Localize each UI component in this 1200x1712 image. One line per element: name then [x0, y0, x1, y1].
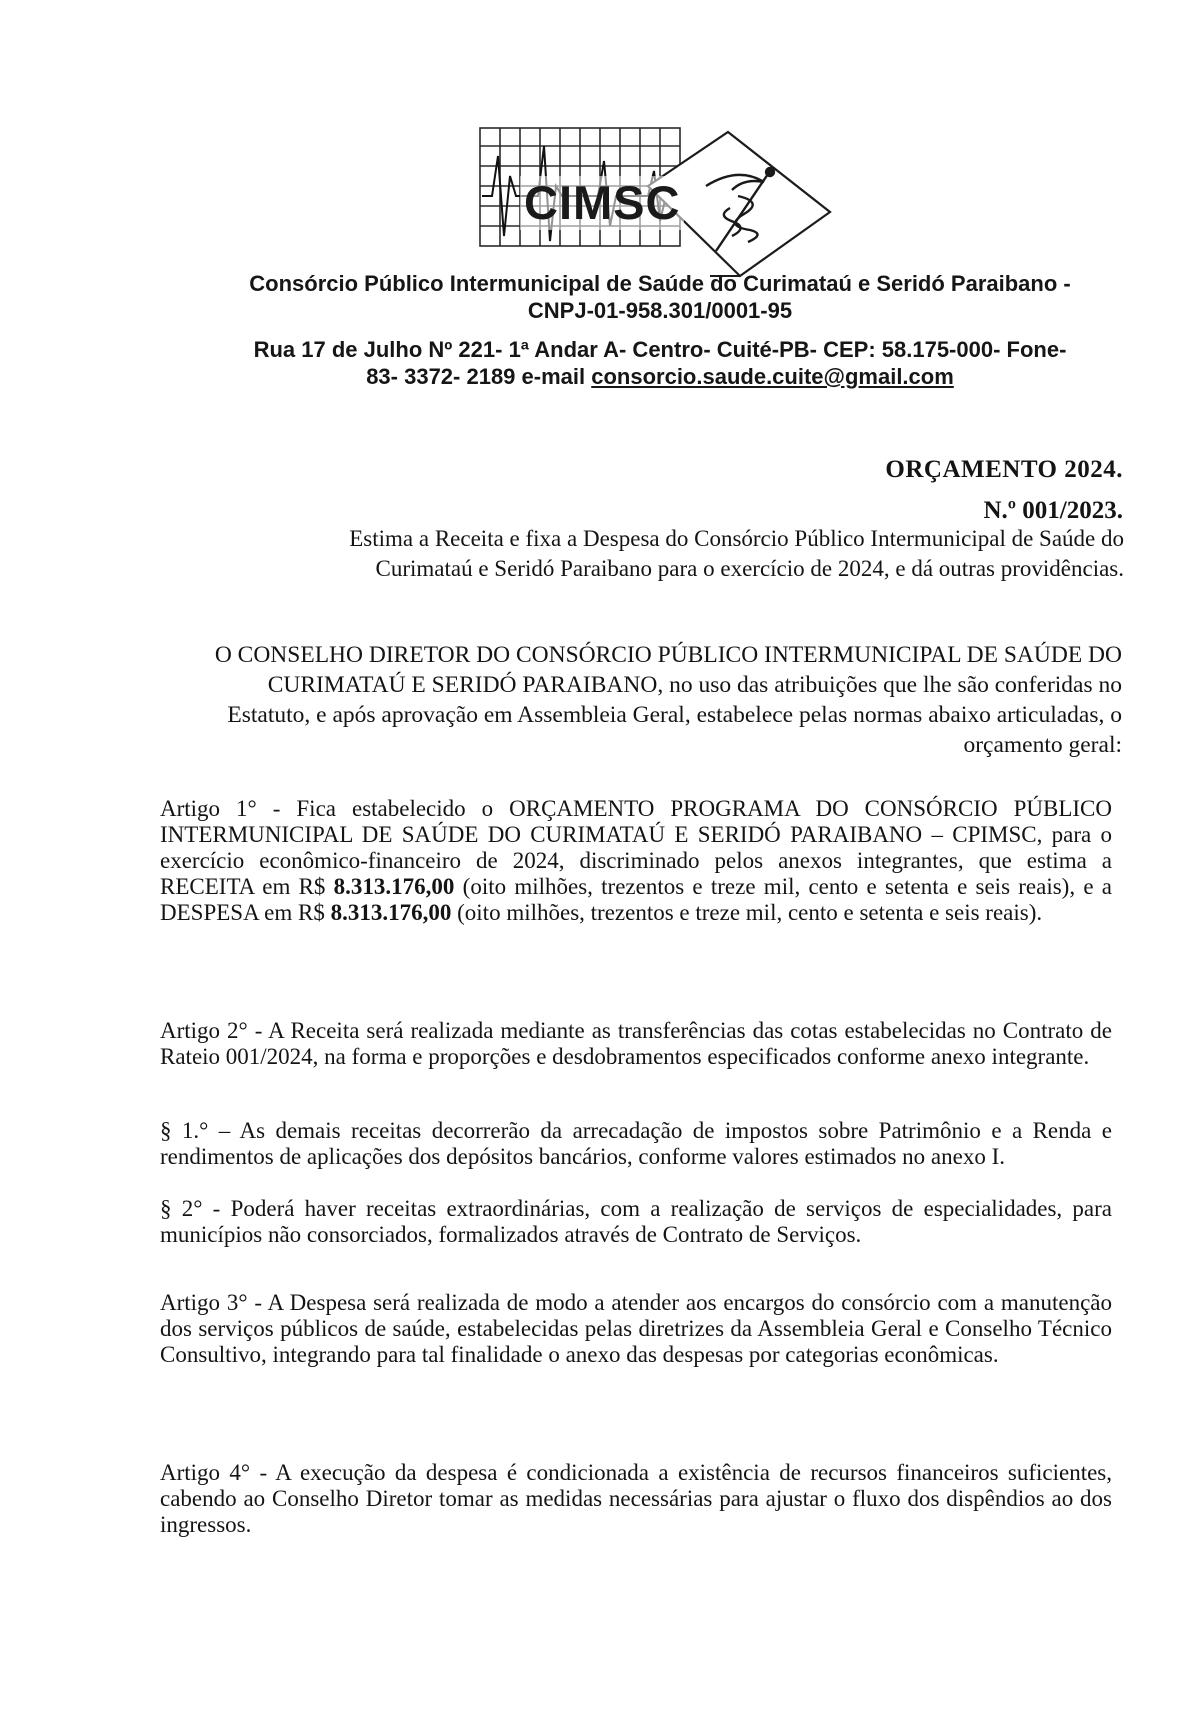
paragraph-1: § 1.° – As demais receitas decorrerão da arrecadação de impostos sobre Patrimônio e a Renda e rendimentos de aplicações dos depósitos bancários, conforme valores estimados no anexo I.	[160, 1118, 1112, 1169]
paragraph-2: § 2° - Poderá haver receitas extraordinárias, com a realização de serviços de especialidades, para municípios não consorciados, formalizados através de Contrato de Serviços.	[160, 1196, 1112, 1247]
despesa-value: 8.313.176,00	[330, 900, 452, 925]
organization-cnpj: CNPJ-01-958.301/0001-95	[527, 298, 793, 323]
organization-name: Consórcio Público Intermunicipal de Saúde do Curimataú e Seridó Paraibano -	[249, 271, 1071, 296]
article-4: Artigo 4° - A execução da despesa é condicionada a existência de recursos financeiros suficientes, cabendo ao Conselho Diretor tomar as medidas necessárias para ajustar o fluxo dos dispêndios ao dos ingressos.	[160, 1460, 1112, 1537]
article-2: Artigo 2° - A Receita será realizada mediante as transferências das cotas estabelecidas no Contrato de Rateio 001/2024, na forma e proporções e desdobramentos especificados conforme anexo integrante.	[160, 1018, 1112, 1069]
email-link[interactable]: consorcio.saude.cuite@gmail.com	[591, 364, 954, 389]
document-title: ORÇAMENTO 2024.	[885, 456, 1123, 483]
address-line: Rua 17 de Julho Nº 221- 1ª Andar A- Centro- Cuité-PB- CEP: 58.175-000- Fone-	[253, 337, 1067, 362]
logo-text: CIMSC	[520, 176, 684, 230]
document-number: N.º 001/2023.	[983, 497, 1123, 524]
preamble: O CONSELHO DIRETOR DO CONSÓRCIO PÚBLICO INTERMUNICIPAL DE SAÚDE DO CURIMATAÚ E SERIDÓ PARAIBANO, no uso das atribuições que lhe são conferidas no Estatuto, e após aprovação em Assembleia Geral, estabelece pelas normas abaixo articuladas, o orçamento geral:	[214, 642, 1122, 758]
article-1-text-b: (oito milhões, trezentos e treze mil, cento e setenta e seis reais), e a DESPESA em R$	[160, 874, 1112, 925]
receita-value: 8.313.176,00	[333, 874, 455, 899]
ementa: Estima a Receita e fixa a Despesa do Consórcio Público Intermunicipal de Saúde do Curimataú e Seridó Paraibano para o exercício de 2024, e dá outras providências.	[349, 526, 1124, 581]
cimsc-logo	[478, 126, 844, 282]
article-1-text-a: Artigo 1° - Fica estabelecido o ORÇAMENTO PROGRAMA DO CONSÓRCIO PÚBLICO INTERMUNICIPAL DE SAÚDE DO CURIMATAÚ E SERIDÓ PARAIBANO – CPIMSC, para o exercício econômico-financeiro de 2024, discriminado pelos anexos integrantes, que estima a RECEITA em R$	[160, 796, 1112, 899]
article-3: Artigo 3° - A Despesa será realizada de modo a atender aos encargos do consórcio com a manutenção dos serviços públicos de saúde, estabelecidas pelas diretrizes da Assembleia Geral e Conselho Técnico Consultivo, integrando para tal finalidade o anexo das despesas por categorias econômicas.	[160, 1290, 1112, 1367]
article-1	[160, 796, 1112, 926]
caduceus-icon	[686, 156, 796, 266]
organization-address	[200, 336, 1120, 390]
article-1-text-c: (oito milhões, trezentos e treze mil, cento e setenta e seis reais).	[451, 900, 1043, 925]
organization-header	[200, 270, 1120, 324]
contact-line	[200, 363, 1120, 390]
phone-text: 83- 3372- 2189 e-mail	[366, 364, 592, 389]
